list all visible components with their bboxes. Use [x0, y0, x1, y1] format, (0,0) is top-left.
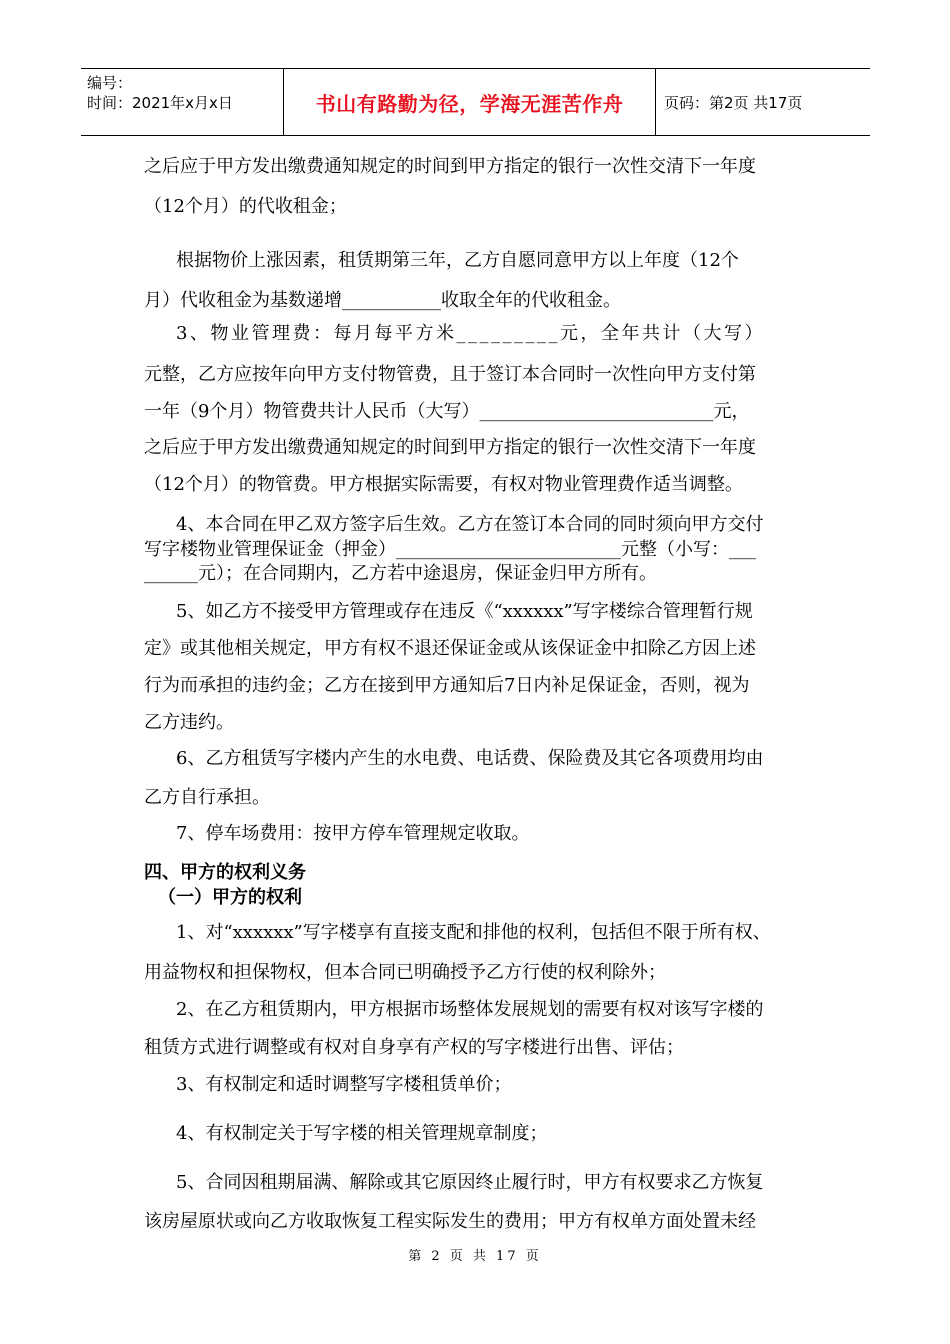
body-line: 2、在乙方租赁期内，甲方根据市场整体发展规划的需要有权对该写字楼的: [176, 999, 764, 1020]
body-line: 乙方自行承担。: [144, 787, 270, 808]
body-line: ______元）；在合同期内，乙方若中途退房，保证金归甲方所有。: [144, 563, 657, 584]
body-line: 之后应于甲方发出缴费通知规定的时间到甲方指定的银行一次性交清下一年度: [144, 437, 756, 458]
body-line: （12个月）的代收租金；: [144, 196, 347, 217]
body-line: 根据物价上涨因素，租赁期第三年，乙方自愿同意甲方以上年度（12个: [176, 250, 739, 271]
body-line: 7、停车场费用：按甲方停车管理规定收取。: [176, 823, 530, 844]
body-line: 3、物业管理费：每月每平方米_________元，全年共计（大写）: [176, 323, 765, 344]
page-footer: 第 2 页 共 17 页: [408, 1249, 542, 1264]
body-line: 元整，乙方应按年向甲方支付物管费，且于签订本合同时一次性向甲方支付第: [144, 364, 756, 385]
body-line: 月）代收租金为基数递增___________收取全年的代收租金。: [144, 290, 621, 311]
header-meta: [81, 69, 284, 135]
body-line: 6、乙方租赁写字楼内产生的水电费、电话费、保险费及其它各项费用均由: [176, 748, 764, 769]
body-line: 一年（9个月）物管费共计人民币（大写）__________________________元，: [144, 401, 750, 422]
header-motto: 书山有路勤为径，学海无涯苦作舟: [284, 69, 656, 135]
body-line: 乙方违约。: [144, 712, 234, 733]
body-line: 3、有权制定和适时调整写字楼租赁单价；: [176, 1074, 512, 1095]
body-line: 定》或其他相关规定，甲方有权不退还保证金或从该保证金中扣除乙方因上述: [144, 638, 756, 659]
document-number-label: 编号：: [87, 74, 133, 92]
body-line: 4、有权制定关于写字楼的相关管理规章制度；: [176, 1123, 548, 1144]
body-line: 1、对“xxxxxx”写字楼享有直接支配和排他的权利，包括但不限于所有权、: [176, 922, 771, 943]
page-header: [81, 68, 870, 136]
body-line: 租赁方式进行调整或有权对自身享有产权的写字楼进行出售、评估；: [144, 1037, 684, 1058]
body-line: 之后应于甲方发出缴费通知规定的时间到甲方指定的银行一次性交清下一年度: [144, 156, 756, 177]
body-line: 该房屋原状或向乙方收取恢复工程实际发生的费用；甲方有权单方面处置未经: [144, 1211, 756, 1232]
body-line: 4、本合同在甲乙双方签字后生效。乙方在签订本合同的同时须向甲方交付: [176, 514, 764, 535]
subsection-heading: （一）甲方的权利: [158, 887, 302, 908]
body-line: 5、如乙方不接受甲方管理或存在违反《“xxxxxx”写字楼综合管理暂行规: [176, 601, 753, 622]
body-line: 行为而承担的违约金；乙方在接到甲方通知后7日内补足保证金，否则，视为: [144, 675, 750, 696]
body-line: （12个月）的物管费。甲方根据实际需要，有权对物业管理费作适当调整。: [144, 474, 743, 495]
header-page-indicator: 页码：第2页 共17页: [664, 93, 803, 112]
body-line: 写字楼物业管理保证金（押金）_________________________元整（小写：___: [144, 539, 756, 560]
document-date: 时间：2021年x月x日: [87, 94, 233, 112]
body-line: 用益物权和担保物权，但本合同已明确授予乙方行使的权利除外；: [144, 962, 666, 983]
body-line: 5、合同因租期届满、解除或其它原因终止履行时，甲方有权要求乙方恢复: [176, 1172, 764, 1193]
section-heading: 四、甲方的权利义务: [144, 862, 306, 883]
